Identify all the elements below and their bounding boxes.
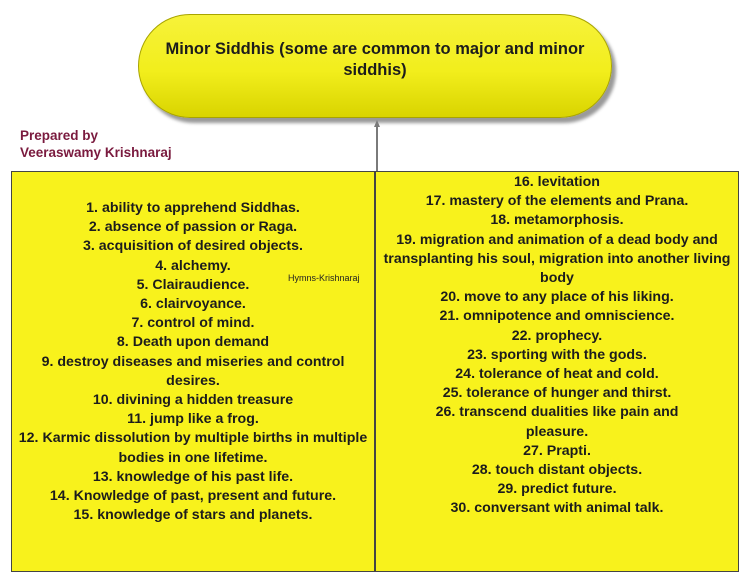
title-node	[138, 14, 612, 118]
list-item: 12. Karmic dissolution by multiple births in multiple bodies in one lifetime.	[18, 430, 368, 466]
list-item: 9. destroy diseases and miseries and control desires.	[41, 353, 345, 389]
list-item: 5. Clairaudience.	[136, 276, 250, 293]
list-item: 30. conversant with animal talk.	[450, 500, 664, 517]
connector-arrow	[374, 120, 380, 172]
list-item: 13. knowledge of his past life.	[92, 468, 294, 485]
list-item: 19. migration and animation of a dead body and transplanting his soul, migration into another living body	[383, 231, 731, 287]
right-panel	[375, 171, 739, 572]
list-item: 20. move to any place of his liking.	[440, 289, 674, 306]
left-panel	[11, 171, 375, 572]
list-item: 11. jump like a frog.	[127, 411, 259, 428]
list-item: 8. Death upon demand	[116, 334, 270, 351]
list-item: 27. Prapti.	[523, 442, 591, 459]
list-item: 10. divining a hidden treasure	[92, 392, 294, 409]
list-item: 4. alchemy.	[155, 257, 231, 274]
list-item: 29. predict future.	[497, 481, 617, 498]
list-item: 28. touch distant objects.	[471, 462, 643, 479]
title-text: Minor Siddhis (some are common to major and minor siddhis)	[165, 40, 585, 79]
list-item: 15. knowledge of stars and planets.	[73, 507, 313, 524]
list-item: 26. transcend dualities like pain and pleasure.	[435, 404, 679, 440]
list-item: 6. clairvoyance.	[140, 296, 246, 313]
list-item: 2. absence of passion or Raga.	[88, 219, 298, 236]
list-item: 1. ability to apprehend Siddhas.	[86, 200, 300, 216]
list-item: 23. sporting with the gods.	[467, 346, 647, 363]
list-item: 7. control of mind.	[131, 315, 255, 332]
list-item: 3. acquisition of desired objects.	[83, 238, 303, 255]
credit	[20, 127, 220, 161]
right-list	[376, 173, 738, 519]
left-list	[12, 199, 374, 525]
list-item: 17. mastery of the elements and Prana.	[425, 193, 689, 210]
list-item: 21. omnipotence and omniscience.	[439, 308, 675, 325]
list-item: 16. levitation	[514, 174, 600, 190]
list-item: 24. tolerance of heat and cold.	[455, 366, 659, 383]
list-item: 14. Knowledge of past, present and future.	[49, 488, 337, 505]
watermark: Hymns-Krishnaraj	[288, 273, 360, 283]
credit-line-2: Veeraswamy Krishnaraj	[20, 145, 172, 160]
list-item: 25. tolerance of hunger and thirst.	[442, 385, 672, 402]
credit-line-1: Prepared by	[20, 128, 99, 143]
list-item: 22. prophecy.	[511, 327, 603, 344]
list-item: 18. metamorphosis.	[490, 212, 624, 229]
